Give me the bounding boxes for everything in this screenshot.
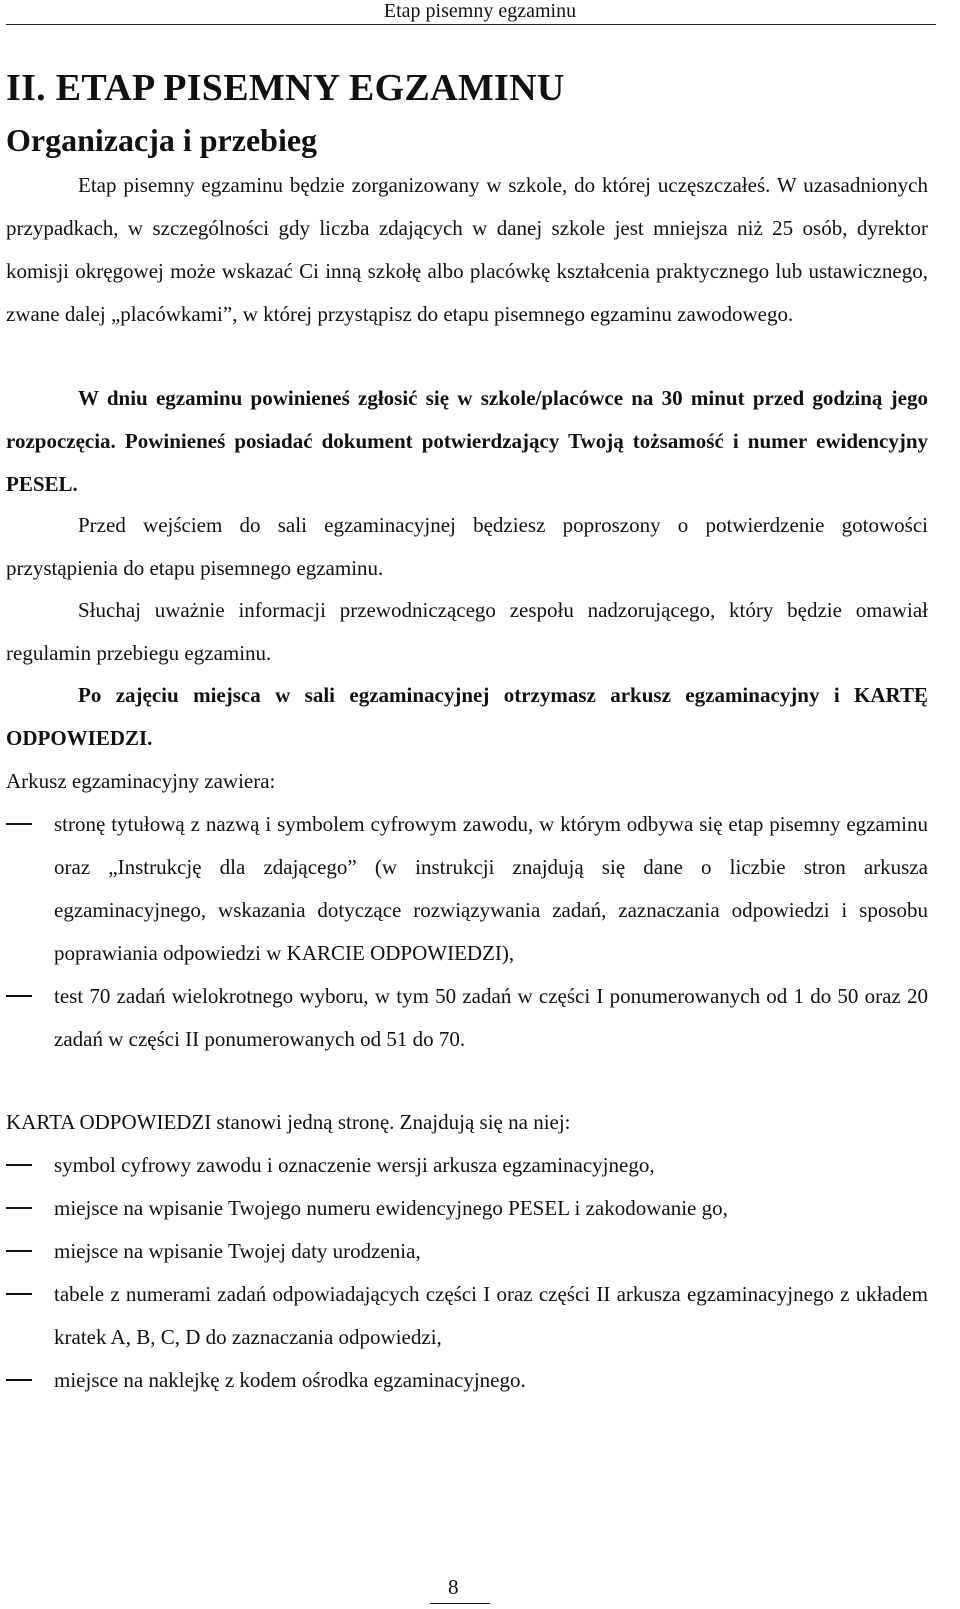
paragraph-exam-day: W dniu egzaminu powinieneś zgłosić się w szkole/placówce na 30 minut przed godziną jego rozpoczęcia. Powinieneś posiadać dokument potwierdzający Twoją tożsamość i numer ewidencyjny PESEL. xyxy=(6,386,928,496)
list-item-text: tabele z numerami zadań odpowiadających części I oraz części II arkusza egzaminacyjnego z układem kratek A, B, C, D do zaznaczania odpowiedzi, xyxy=(54,1282,928,1349)
list-item-text: miejsce na naklejkę z kodem ośrodka egzaminacyjnego. xyxy=(54,1368,526,1392)
paragraph-karta-contains: KARTA ODPOWIEDZI stanowi jedną stronę. Znajdują się na niej: xyxy=(6,1110,571,1134)
list-item xyxy=(6,1273,928,1359)
paragraph-arkusz-contains: Arkusz egzaminacyjny zawiera: xyxy=(6,769,276,793)
page-number: 8 xyxy=(448,1575,459,1599)
paragraph-listen: Słuchaj uważnie informacji przewodniczącego zespołu nadzorującego, który będzie omawiał regulamin przebiegu egzaminu. xyxy=(6,598,928,665)
header-rule xyxy=(6,24,936,25)
list-item xyxy=(6,1187,928,1230)
section-title: II. ETAP PISEMNY EGZAMINU xyxy=(6,67,565,109)
list-item-text: stronę tytułową z nazwą i symbolem cyfrowym zawodu, w którym odbywa się etap pisemny egzaminu oraz „Instrukcję dla zdającego” (w instrukcji znajdują się dane o liczbie stron arkusza egzaminacyjnego, wskazania dotyczące rozwiązywania zadań, zaznaczania odpowiedzi i sposobu poprawiania odpowiedzi w KARCIE ODPOWIEDZI), xyxy=(54,812,928,965)
list-item-text: miejsce na wpisanie Twojego numeru ewidencyjnego PESEL i zakodowanie go, xyxy=(54,1196,728,1220)
paragraph-confirmation: Przed wejściem do sali egzaminacyjnej będziesz poproszony o potwierdzenie gotowości przystąpienia do etapu pisemnego egzaminu. xyxy=(6,513,928,580)
paragraph-organization: Etap pisemny egzaminu będzie zorganizowany w szkole, do której uczęszczałeś. W uzasadnionych przypadkach, w szczególności gdy liczba zdających w danej szkole jest mniejsza niż 25 osób, dyrektor komisji okręgowej może wskazać Ci inną szkołę albo placówkę kształcenia praktycznego lub ustawicznego, zwane dalej „placówkami”, w której przystąpisz do etapu pisemnego egzaminu zawodowego. xyxy=(6,173,928,326)
list-item xyxy=(6,975,928,1061)
list-item xyxy=(6,1144,928,1187)
list-item-text: miejsce na wpisanie Twojej daty urodzenia, xyxy=(54,1239,421,1263)
arkusz-list xyxy=(6,803,928,1061)
list-item xyxy=(6,1359,928,1402)
karta-list xyxy=(6,1144,928,1402)
list-item-text: test 70 zadań wielokrotnego wyboru, w tym 50 zadań w części I ponumerowanych od 1 do 50 oraz 20 zadań w części II ponumerowanych od 51 do 70. xyxy=(54,984,928,1051)
section-subtitle: Organizacja i przebieg xyxy=(6,122,318,158)
paragraph-receive-sheet: Po zajęciu miejsca w sali egzaminacyjnej otrzymasz arkusz egzaminacyjny i KARTĘ ODPOWIEDZI. xyxy=(6,683,928,750)
running-header: Etap pisemny egzaminu xyxy=(383,0,577,22)
list-item xyxy=(6,1230,928,1273)
list-item xyxy=(6,803,928,975)
page-number-rule xyxy=(430,1603,490,1604)
list-item-text: symbol cyfrowy zawodu i oznaczenie wersji arkusza egzaminacyjnego, xyxy=(54,1153,655,1177)
